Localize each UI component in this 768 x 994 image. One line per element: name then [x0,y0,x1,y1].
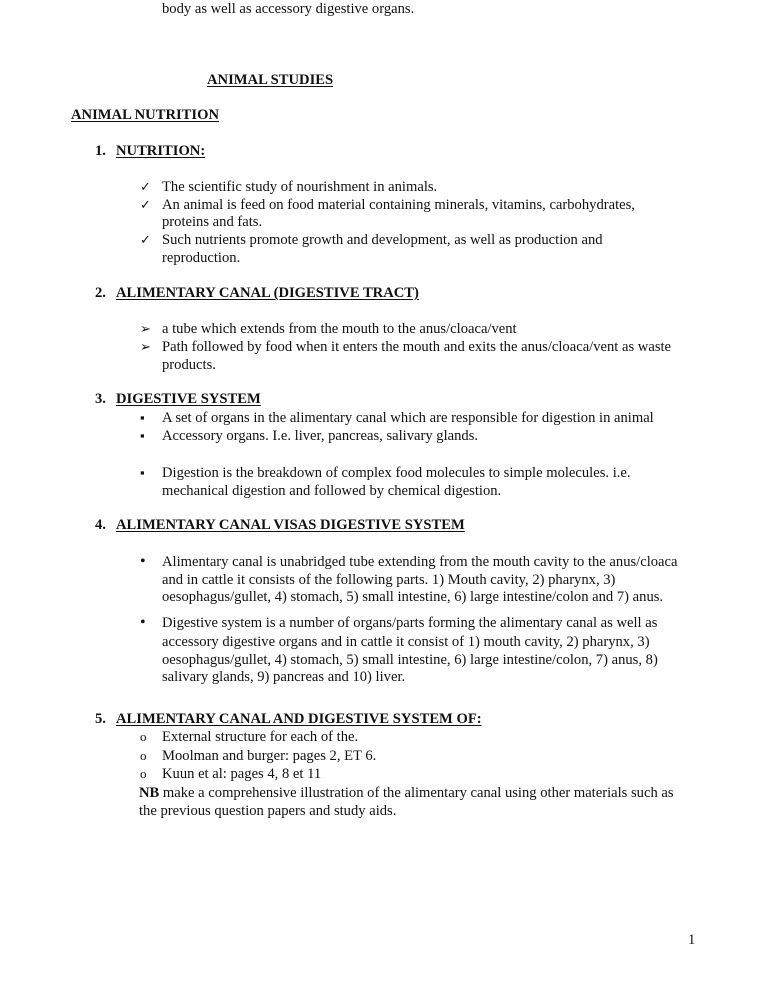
note-line: the previous question papers and study aids. [139,803,397,819]
list-item-line: accessory digestive organs and in cattle it consist of 1) mouth cavity, 2) pharynx, 3) [162,634,650,650]
arrowhead-bullet-icon: ➢ [140,321,151,336]
section-heading: NUTRITION: [116,143,206,159]
list-item-line: External structure for each of the. [162,729,359,745]
section-number: 3. [95,391,106,407]
checkmark-bullet-icon: ✓ [140,197,151,212]
circle-bullet-icon: o [140,766,147,781]
list-item-line: reproduction. [162,250,241,266]
arrowhead-bullet-icon: ➢ [140,339,151,354]
list-item-line: Kuun et al: pages 4, 8 et 11 [162,766,322,782]
section-heading: ALIMENTARY CANAL (DIGESTIVE TRACT) [116,285,419,301]
list-item-line: salivary glands, 9) pancreas and 10) liver. [162,669,406,685]
section-number: 4. [95,517,106,533]
list-item-line: a tube which extends from the mouth to the anus/cloaca/vent [162,321,517,337]
circle-bullet-icon: o [140,748,147,763]
list-item-line: The scientific study of nourishment in animals. [162,179,438,195]
list-item-line: proteins and fats. [162,214,263,230]
list-item-line: Accessory organs. I.e. liver, pancreas, salivary glands. [162,428,479,444]
list-item-line: Digestion is the breakdown of complex food molecules to simple molecules. i.e. [162,465,631,481]
list-item-line: A set of organs in the alimentary canal which are responsible for digestion in animal [162,410,654,426]
list-item-line: Alimentary canal is unabridged tube extending from the mouth cavity to the anus/cloaca [162,554,678,570]
square-bullet-icon: ▪ [140,465,145,480]
circle-bullet-icon: o [140,729,147,744]
section-heading: ALIMENTARY CANAL VISAS DIGESTIVE SYSTEM [116,517,465,533]
section-number: 2. [95,285,106,301]
section-heading: DIGESTIVE SYSTEM [116,391,261,407]
section-number: 1. [95,143,106,159]
list-item-line: Moolman and burger: pages 2, ET 6. [162,748,377,764]
list-item-line: Such nutrients promote growth and development, as well as production and [162,232,603,248]
note-label: NB [139,785,160,801]
section-heading: ALIMENTARY CANAL AND DIGESTIVE SYSTEM OF: [116,711,482,727]
note-text: make a comprehensive illustration of the alimentary canal using other materials such as [159,785,674,801]
checkmark-bullet-icon: ✓ [140,232,151,247]
list-item-line: mechanical digestion and followed by chemical digestion. [162,483,502,499]
section-group-title: ANIMAL NUTRITION [71,107,219,123]
list-item-line: An animal is feed on food material containing minerals, vitamins, carbohydrates, [162,197,635,213]
page-number: 1 [688,932,696,948]
section-number: 5. [95,711,106,727]
list-item-line: body as well as accessory digestive organs. [162,1,415,17]
document-title: ANIMAL STUDIES [207,72,334,88]
list-item-line: oesophagus/gullet, 4) stomach, 5) small intestine, 6) large intestine/colon, 7) anus, 8) [162,652,658,668]
square-bullet-icon: ▪ [140,410,145,425]
note-line [139,784,674,802]
list-item-line: products. [162,357,216,373]
list-item-line: oesophagus/gullet, 4) stomach, 5) small intestine, 6) large intestine/colon and 7) anus. [162,589,664,605]
dot-bullet-icon: • [140,614,146,631]
list-item-line: Digestive system is a number of organs/parts forming the alimentary canal as well as [162,615,658,631]
checkmark-bullet-icon: ✓ [140,179,151,194]
dot-bullet-icon: • [140,553,146,570]
list-item-line: and in cattle it consists of the following parts. 1) Mouth cavity, 2) pharynx, 3) [162,572,616,588]
square-bullet-icon: ▪ [140,428,145,443]
list-item-line: Path followed by food when it enters the mouth and exits the anus/cloaca/vent as waste [162,339,672,355]
